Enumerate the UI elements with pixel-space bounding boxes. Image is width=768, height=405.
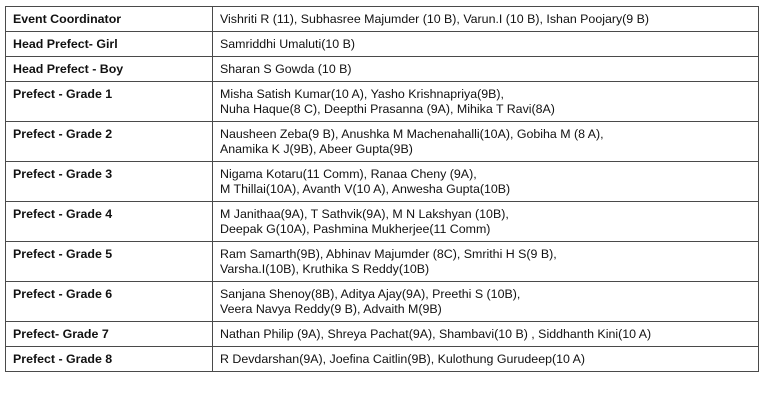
names-cell bbox=[213, 282, 759, 322]
names-line: Misha Satish Kumar(10 A), Yasho Krishnapriya(9B), bbox=[220, 87, 504, 101]
names-line: Nausheen Zeba(9 B), Anushka M Machenahalli(10A), Gobiha M (8 A), bbox=[220, 127, 604, 141]
table-row bbox=[6, 202, 759, 242]
table-row bbox=[6, 347, 759, 372]
names-line: Samriddhi Umaluti(10 B) bbox=[220, 37, 355, 51]
roles-table bbox=[5, 6, 759, 372]
table-row bbox=[6, 282, 759, 322]
names-line: Veera Navya Reddy(9 B), Advaith M(9B) bbox=[220, 302, 442, 316]
table-row bbox=[6, 32, 759, 57]
names-cell bbox=[213, 162, 759, 202]
names-cell bbox=[213, 322, 759, 347]
role-cell: Prefect - Grade 5 bbox=[6, 242, 213, 282]
role-cell: Prefect - Grade 2 bbox=[6, 122, 213, 162]
names-line: Sharan S Gowda (10 B) bbox=[220, 62, 352, 76]
table-row bbox=[6, 162, 759, 202]
names-line: Nathan Philip (9A), Shreya Pachat(9A), Shambavi(10 B) , Siddhanth Kini(10 A) bbox=[220, 327, 652, 341]
names-line: Nigama Kotaru(11 Comm), Ranaa Cheny (9A), bbox=[220, 167, 477, 181]
names-line: M Janithaa(9A), T Sathvik(9A), M N Lakshyan (10B), bbox=[220, 207, 509, 221]
table-row bbox=[6, 242, 759, 282]
names-line: Vishriti R (11), Subhasree Majumder (10 B), Varun.I (10 B), Ishan Poojary(9 B) bbox=[220, 12, 650, 26]
names-line: Deepak G(10A), Pashmina Mukherjee(11 Comm) bbox=[220, 222, 491, 236]
table-row bbox=[6, 57, 759, 82]
names-cell bbox=[213, 57, 759, 82]
role-cell: Prefect- Grade 7 bbox=[6, 322, 213, 347]
names-cell bbox=[213, 7, 759, 32]
role-cell: Prefect - Grade 1 bbox=[6, 82, 213, 122]
role-cell: Event Coordinator bbox=[6, 7, 213, 32]
role-cell: Prefect - Grade 8 bbox=[6, 347, 213, 372]
names-line: Sanjana Shenoy(8B), Aditya Ajay(9A), Preethi S (10B), bbox=[220, 287, 521, 301]
table-row bbox=[6, 322, 759, 347]
names-cell bbox=[213, 122, 759, 162]
names-cell bbox=[213, 347, 759, 372]
role-cell: Prefect - Grade 6 bbox=[6, 282, 213, 322]
role-cell: Head Prefect- Girl bbox=[6, 32, 213, 57]
names-line: Nuha Haque(8 C), Deepthi Prasanna (9A), Mihika T Ravi(8A) bbox=[220, 102, 555, 116]
table-row bbox=[6, 7, 759, 32]
names-cell bbox=[213, 202, 759, 242]
table-row bbox=[6, 122, 759, 162]
names-line: R Devdarshan(9A), Joefina Caitlin(9B), Kulothung Gurudeep(10 A) bbox=[220, 352, 586, 366]
names-line: Anamika K J(9B), Abeer Gupta(9B) bbox=[220, 142, 413, 156]
names-line: Varsha.I(10B), Kruthika S Reddy(10B) bbox=[220, 262, 430, 276]
role-cell: Prefect - Grade 4 bbox=[6, 202, 213, 242]
names-line: Ram Samarth(9B), Abhinav Majumder (8C), Smrithi H S(9 B), bbox=[220, 247, 557, 261]
names-line: M Thillai(10A), Avanth V(10 A), Anwesha Gupta(10B) bbox=[220, 182, 511, 196]
names-cell bbox=[213, 242, 759, 282]
names-cell bbox=[213, 82, 759, 122]
names-cell bbox=[213, 32, 759, 57]
role-cell: Prefect - Grade 3 bbox=[6, 162, 213, 202]
role-cell: Head Prefect - Boy bbox=[6, 57, 213, 82]
table-row bbox=[6, 82, 759, 122]
